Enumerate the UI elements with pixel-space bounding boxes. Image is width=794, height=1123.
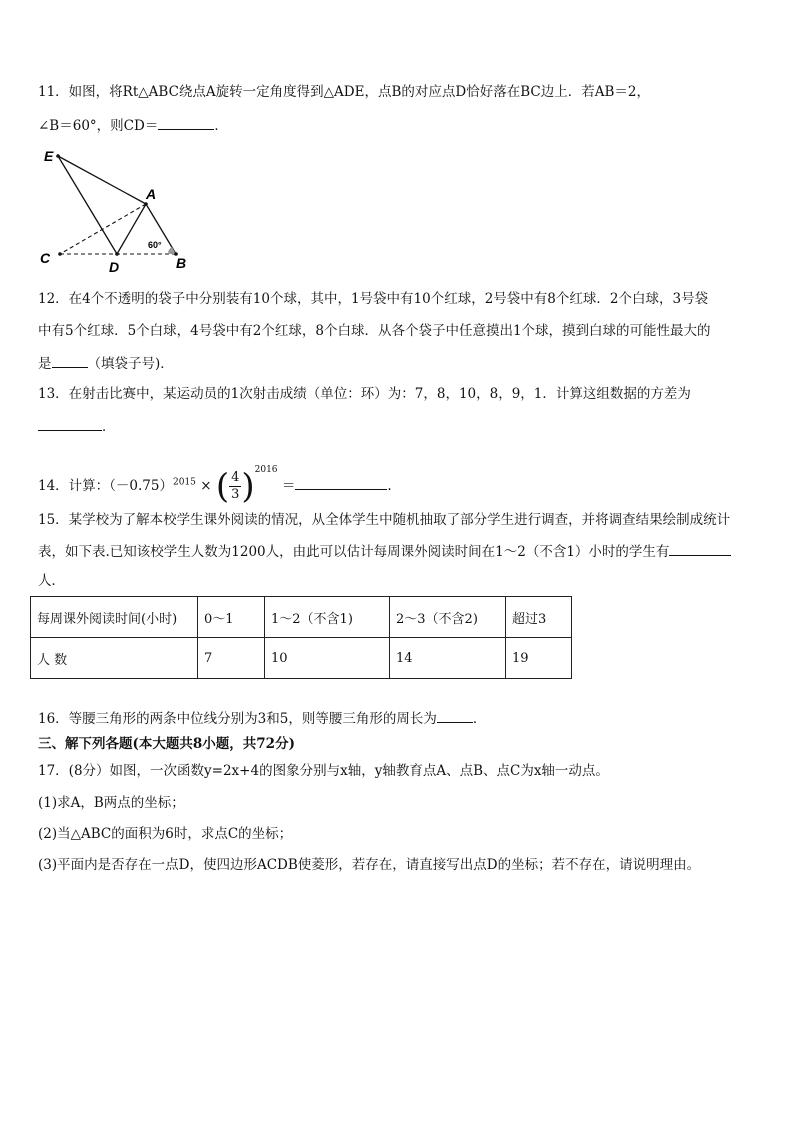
q13-line2 [38, 416, 116, 437]
table-cell: 2～3（不含2) [390, 597, 506, 638]
q14-post: . [387, 478, 392, 494]
reading-time-table [30, 596, 572, 679]
q14-line [38, 446, 392, 507]
q17-part3: (3)平面内是否存在一点D，使四边形ACDB使菱形，若存在，请直接写出点D的坐标；若不存在，请说明理由。 [38, 857, 701, 873]
q17-line1: 17．(8分）如图，一次函数y=2x+4的图象分别与x轴，y轴教育点A、点B、点C为x轴一动点。 [38, 763, 609, 779]
table-cell: 14 [390, 638, 506, 679]
table-cell: 每周课外阅读时间(小时) [31, 597, 198, 638]
q14-exp1: 2015 [173, 477, 196, 488]
label-D: D [109, 259, 120, 275]
q16-line [38, 708, 486, 729]
section-3-heading: 三、解下列各题(本大题共8小题，共72分) [38, 736, 295, 752]
q14-num: 4 [231, 470, 240, 485]
table-cell: 7 [198, 638, 265, 679]
label-angle: 60° [148, 240, 162, 250]
q14-right-paren: ) [241, 466, 255, 507]
table-cell: 超过3 [506, 597, 572, 638]
table-header-row [31, 597, 572, 638]
q16-answer-blank[interactable] [437, 708, 473, 723]
q15-line1: 15．某学校为了解本校学生课外阅读的情况，从全体学生中随机抽取了部分学生进行调查，并将调查结果绘制成统计 [38, 512, 731, 528]
q15-line3: 人． [38, 573, 65, 589]
q12-line3-pre: 是 [38, 356, 52, 372]
q17-part2: (2)当△ABC的面积为6时，求点C的坐标； [38, 826, 293, 842]
q13-line2-post: ． [102, 419, 116, 435]
q16-post: ． [472, 711, 487, 727]
table-cell: 人 数 [31, 638, 198, 679]
q16-pre: 16．等腰三角形的两条中位线分别为3和5，则等腰三角形的周长为 [38, 711, 437, 727]
q11-line2-post: ． [214, 118, 228, 134]
q14-times: × [200, 478, 212, 494]
q13-answer-blank[interactable] [38, 416, 102, 431]
table-cell: 19 [506, 638, 572, 679]
label-A: A [146, 186, 157, 202]
q15-answer-blank[interactable] [669, 541, 731, 556]
q17-part1: (1)求A，B两点的坐标； [38, 795, 185, 811]
q11-line2 [38, 115, 228, 136]
q15-line2 [38, 541, 731, 562]
edge-AC [60, 204, 146, 254]
table-cell: 0～1 [198, 597, 265, 638]
label-B: B [176, 255, 187, 271]
q14-left-paren: ( [215, 466, 230, 507]
q14-fraction [229, 470, 241, 503]
table-cell: 1～2（不含1) [265, 597, 390, 638]
table-row [31, 638, 572, 679]
edge-AD [117, 204, 146, 254]
q14-den: 3 [231, 487, 240, 502]
q13-line1: 13．在射击比赛中，某运动员的1次射击成绩（单位：环）为：7，8，10，8，9，1．计算这组数据的方差为 [38, 386, 691, 402]
q12-line1: 12．在4个不透明的袋子中分别装有10个球，其中，1号袋中有10个红球，2号袋中有8个红球．2个白球，3号袋 [38, 291, 709, 307]
edge-EA [58, 156, 146, 204]
table-cell: 10 [265, 638, 390, 679]
q12-answer-blank[interactable] [52, 353, 88, 368]
q12-line2: 中有5个红球．5个白球，4号袋中有2个红球，8个白球．从各个袋子中任意摸出1个球，摸到白球的可能性最大的 [38, 323, 711, 339]
q11-figure [38, 146, 198, 276]
q14-answer-blank[interactable] [295, 475, 387, 490]
q12-line3-post: （填袋子号)． [87, 356, 174, 372]
label-E: E [44, 148, 54, 164]
q15-line2-text: 表，如下表.已知该校学生人数为1200人，由此可以估计每周课外阅读时间在1～2（不含1）小时的学生有 [38, 544, 670, 560]
q14-eq: ＝ [281, 478, 296, 494]
q14-label: 14．计算：（－0.75） [38, 478, 173, 494]
q11-line2-pre: ∠B＝60°，则CD＝ [38, 118, 159, 134]
q12-line3 [38, 353, 174, 374]
q11-answer-blank[interactable] [158, 115, 214, 130]
label-C: C [40, 250, 51, 266]
q14-exp2: 2016 [254, 465, 278, 475]
edge-ED [58, 156, 117, 254]
q11-line1: 11．如图，将Rt△ABC绕点A旋转一定角度得到△ADE，点B的对应点D恰好落在BC边上．若AB＝2， [38, 84, 650, 100]
